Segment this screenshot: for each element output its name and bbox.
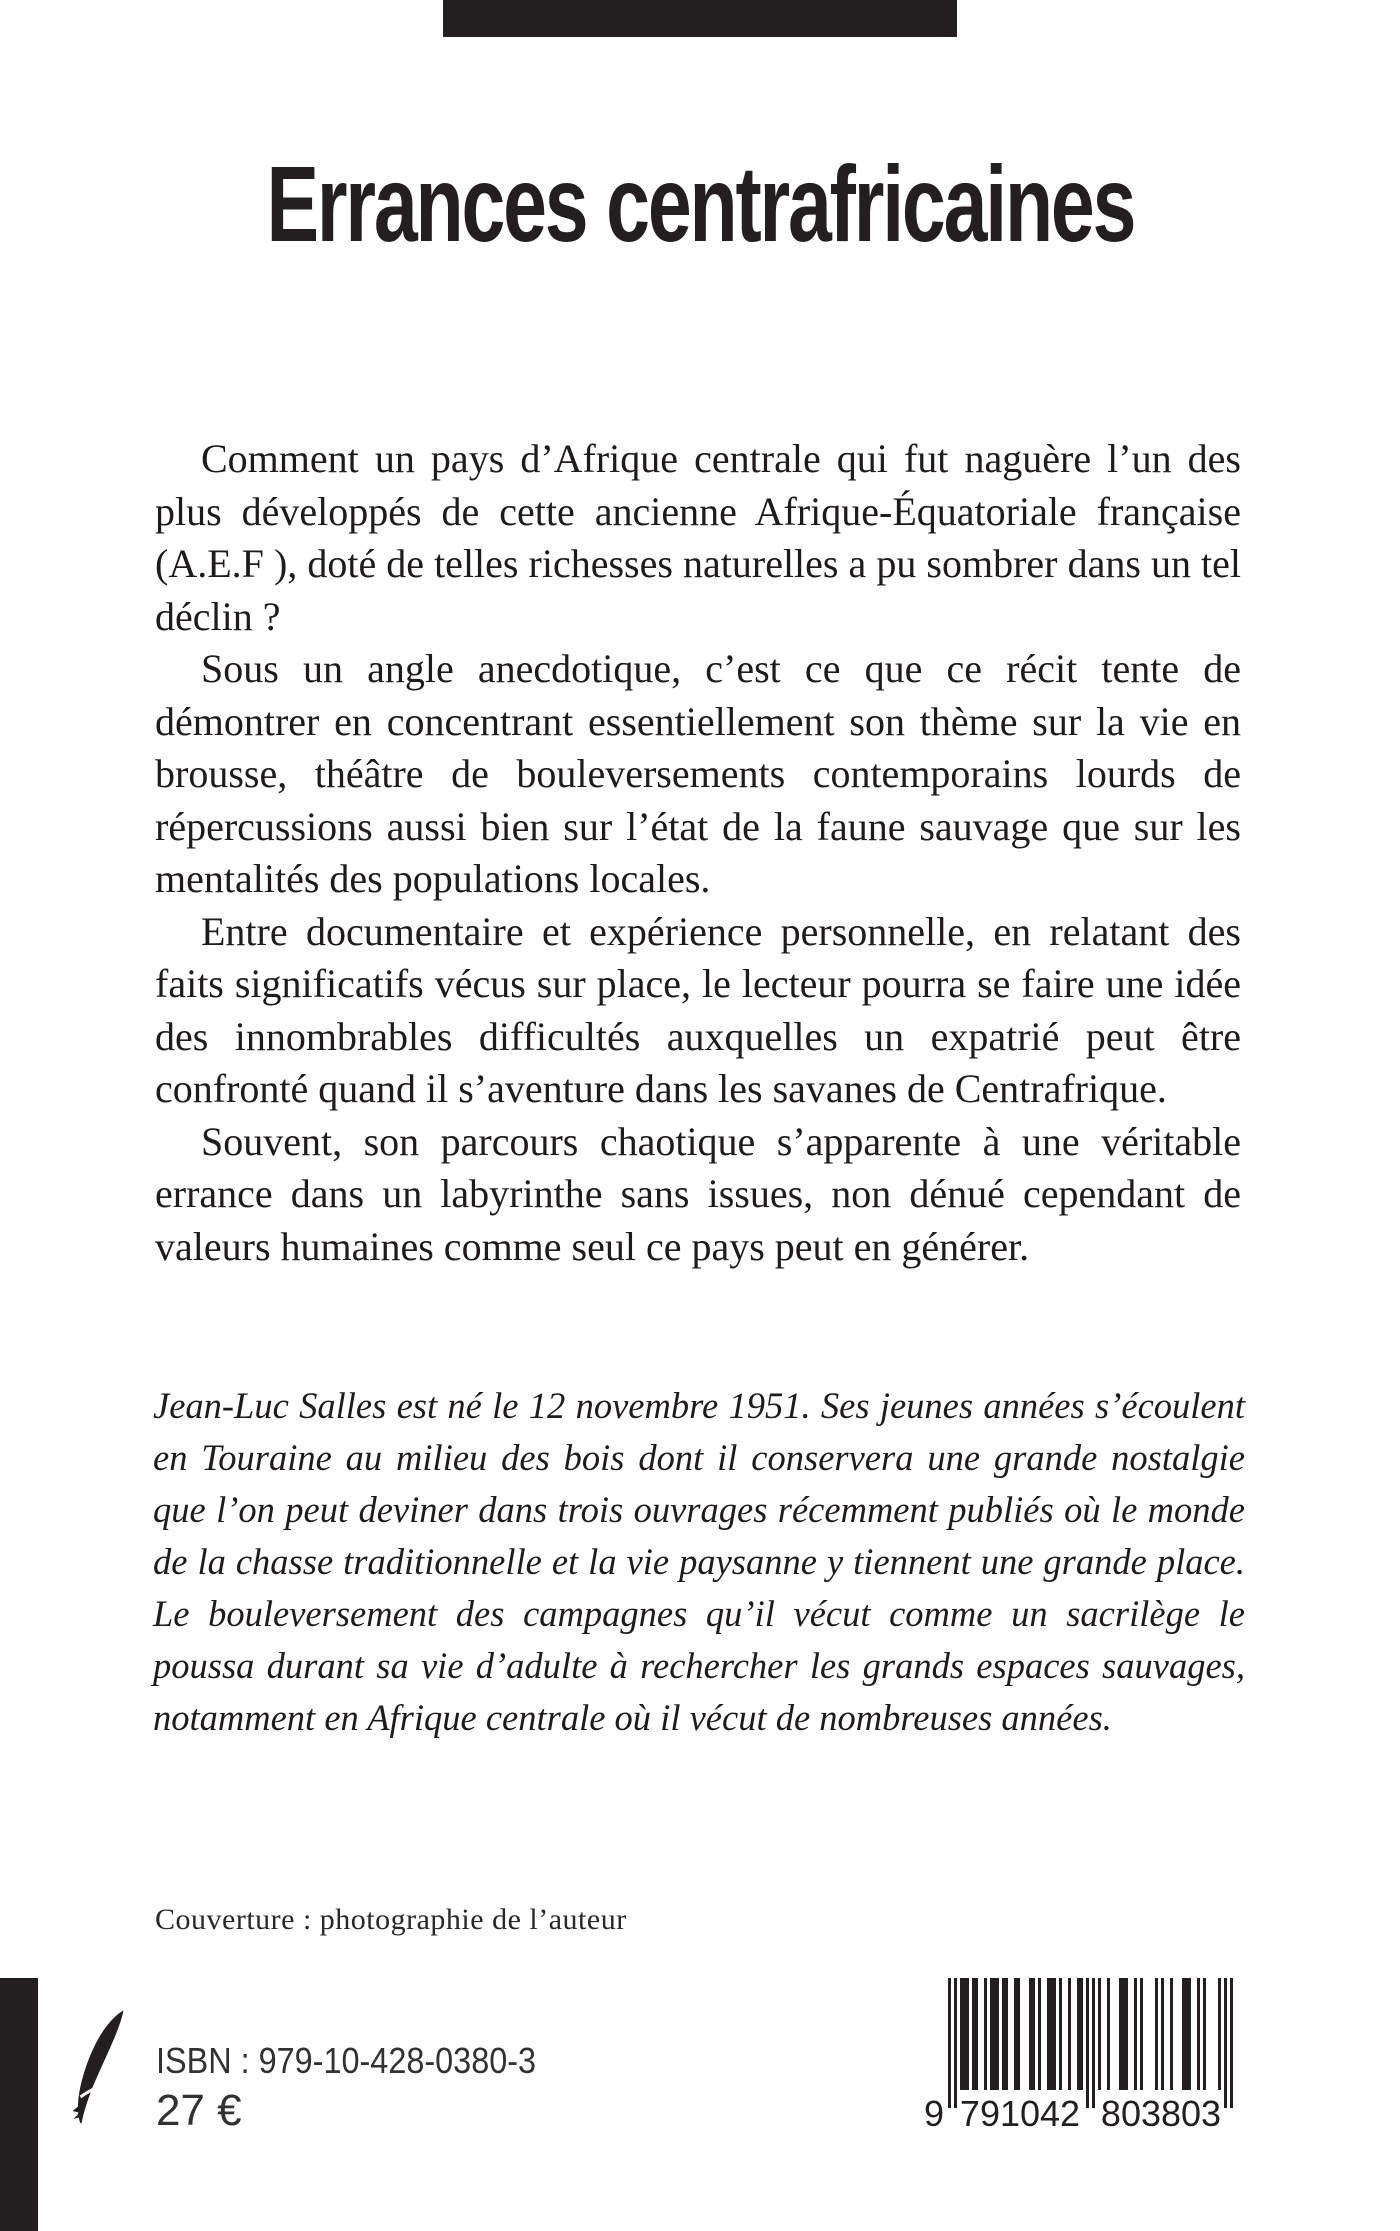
synopsis-paragraph-2: Sous un angle anecdotique, c’est ce que ce récit tente de démontrer en concentrant essentiellement son thème sur la vie en brousse, théâtre de bouleversements contemporains lourds de répercussions aussi bien sur l’état de la faune sauvage que sur les mentalités des populations locales. [155, 646, 1241, 901]
author-bio-block [153, 1380, 1245, 1744]
ean13-barcode [900, 1978, 1240, 2134]
synopsis-paragraph-1: Comment un pays d’Afrique centrale qui fut naguère l’un des plus développés de cette ancienne Afrique-Équatoriale française (A.E.F ), doté de telles richesses naturelles a pu sombrer dans un tel déclin ? [155, 436, 1241, 639]
synopsis-paragraph-4: Souvent, son parcours chaotique s’apparente à une véritable errance dans un labyrinthe sans issues, non dénué cependant de valeurs humaines comme seul ce pays peut en générer. [155, 1118, 1241, 1269]
author-bio-text: Jean-Luc Salles est né le 12 novembre 1951. Ses jeunes années s’écoulent en Touraine au milieu des bois dont il conservera une grande nostalgie que l’on peut deviner dans trois ouvrages récemment publiés où le monde de la chasse traditionnelle et la vie paysanne y tiennent une grande place. Le bouleversement des campagnes qu’il vécut comme un sacrilège le poussa durant sa vie d’adulte à rechercher les grands espaces sauvages, notamment en Afrique centrale où il vécut de nombreuses années. [153, 1385, 1245, 1738]
feather-quill-icon [71, 2010, 129, 2125]
barcode-digit-group-2: 791042 [959, 2093, 1081, 2134]
price-text: 27 € [156, 2086, 242, 2135]
left-edge-black-bar [0, 1978, 38, 2231]
barcode-bars [900, 1978, 1240, 2110]
barcode-digit-group-3: 803803 [1100, 2093, 1222, 2134]
synopsis-block [155, 433, 1241, 1273]
top-black-band [443, 0, 957, 37]
cover-credit-note: Couverture : photographie de l’auteur [155, 1903, 627, 1936]
synopsis-paragraph-3: Entre documentaire et expérience personnelle, en relatant des faits significatifs vécus sur place, le lecteur pourra se faire une idée des innombrables difficultés auxquelles un expatrié peut être confronté quand il s’aventure dans les savanes de Centrafrique. [155, 908, 1241, 1111]
isbn-text: ISBN : 979-10-428-0380-3 [156, 2040, 537, 2081]
barcode-digit-group-1: 9 [923, 2093, 944, 2134]
book-title [0, 143, 1400, 264]
book-title-text: Errances centrafricaines [266, 143, 1134, 264]
